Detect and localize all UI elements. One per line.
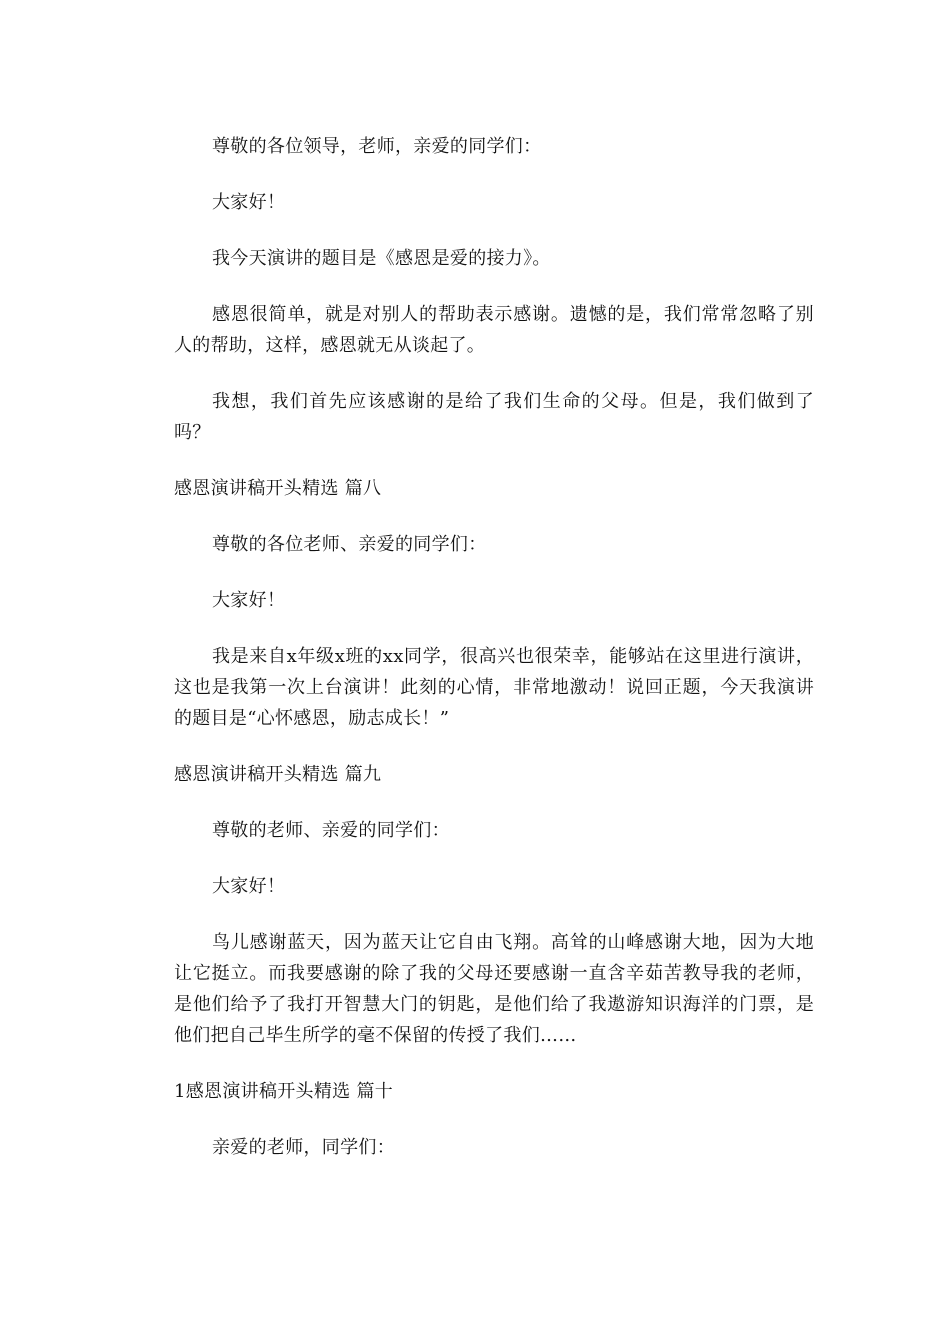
document-body — [174, 131, 814, 1188]
paragraph: 我今天演讲的题目是《感恩是爱的接力》。 — [212, 248, 551, 269]
salutation: 尊敬的老师、亲爱的同学们： — [212, 820, 450, 841]
greeting: 大家好！ — [212, 590, 286, 611]
section-heading: 1感恩演讲稿开头精选 篇十 — [174, 1081, 394, 1102]
section-heading: 感恩演讲稿开头精选 篇八 — [174, 478, 382, 499]
salutation: 尊敬的各位老师、亲爱的同学们： — [212, 534, 487, 555]
paragraph: 我是来自x年级x班的xx同学，很高兴也很荣幸，能够站在这里进行演讲，这也是我第一次上台演讲！此刻的心情，非常地激动！说回正题，今天我演讲的题目是“心怀感恩，励志成长！” — [174, 646, 814, 729]
salutation: 亲爱的老师，同学们： — [212, 1137, 395, 1158]
greeting: 大家好！ — [212, 192, 286, 213]
section-heading: 感恩演讲稿开头精选 篇九 — [174, 764, 382, 785]
paragraph: 感恩很简单，就是对别人的帮助表示感谢。遗憾的是，我们常常忽略了别人的帮助，这样，感恩就无从谈起了。 — [174, 304, 814, 356]
salutation: 尊敬的各位领导，老师，亲爱的同学们： — [212, 136, 542, 157]
paragraph: 鸟儿感谢蓝天，因为蓝天让它自由飞翔。高耸的山峰感谢大地，因为大地让它挺立。而我要感谢的除了我的父母还要感谢一直含辛茹苦教导我的老师，是他们给予了我打开智慧大门的钥匙，是他们给了我遨游知识海洋的门票，是他们把自己毕生所学的毫不保留的传授了我们…… — [174, 932, 814, 1046]
paragraph: 我想，我们首先应该感谢的是给了我们生命的父母。但是，我们做到了吗？ — [174, 391, 814, 443]
greeting: 大家好！ — [212, 876, 286, 897]
